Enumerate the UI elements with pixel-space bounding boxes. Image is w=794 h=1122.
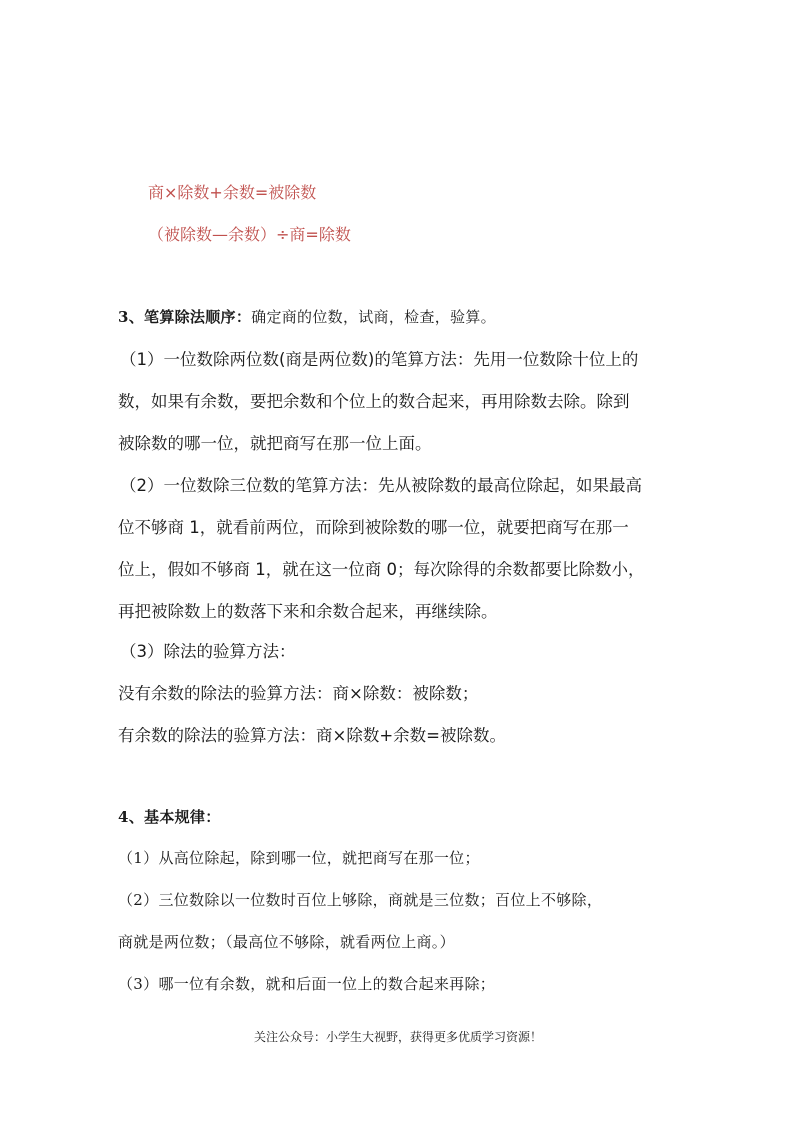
formula-line-2: （被除数—余数）÷商=除数 (148, 225, 351, 244)
section-3-line: 数，如果有余数，要把余数和个位上的数合起来，再用除数去除。除到 (118, 392, 630, 411)
section-3-line: 有余数的除法的验算方法：商×除数+余数=被除数。 (118, 726, 506, 745)
section-3-heading (118, 306, 496, 327)
section-3-summary: 确定商的位数，试商，检查，验算。 (251, 308, 496, 326)
section-4-line: （2）三位数除以一位数时百位上够除，商就是三位数；百位上不够除， (118, 891, 603, 909)
section-3-title: 3、笔算除法顺序： (118, 308, 252, 326)
section-4-line: （1）从高位除起，除到哪一位，就把商写在那一位； (118, 849, 480, 867)
section-3-line: （1）一位数除两位数(商是两位数)的笔算方法：先用一位数除十位上的 (120, 350, 639, 369)
footer-note: 关注公众号：小学生大视野，获得更多优质学习资源！ (254, 1030, 543, 1044)
section-4-heading: 4、基本规律： (118, 808, 221, 826)
section-3-line: 位不够商 1，就看前两位，而除到被除数的哪一位，就要把商写在那一 (118, 518, 629, 537)
section-3-line: 没有余数的除法的验算方法：商×除数：被除数； (118, 684, 479, 703)
section-3-line: （2）一位数除三位数的笔算方法：先从被除数的最高位除起，如果最高 (120, 476, 642, 495)
section-4-line: 商就是两位数；（最高位不够除，就看两位上商。） (118, 933, 455, 951)
section-3-line: 再把被除数上的数落下来和余数合起来，再继续除。 (118, 602, 498, 621)
section-3-line: 位上，假如不够商 1，就在这一位商 0；每次除得的余数都要比除数小， (118, 560, 645, 579)
section-4-line: （3）哪一位有余数，就和后面一位上的数合起来再除； (118, 975, 496, 993)
section-3-line: 被除数的哪一位，就把商写在那一位上面。 (118, 434, 432, 453)
formula-line-1: 商×除数+余数=被除数 (148, 183, 317, 202)
section-3-line: （3）除法的验算方法： (120, 642, 296, 661)
